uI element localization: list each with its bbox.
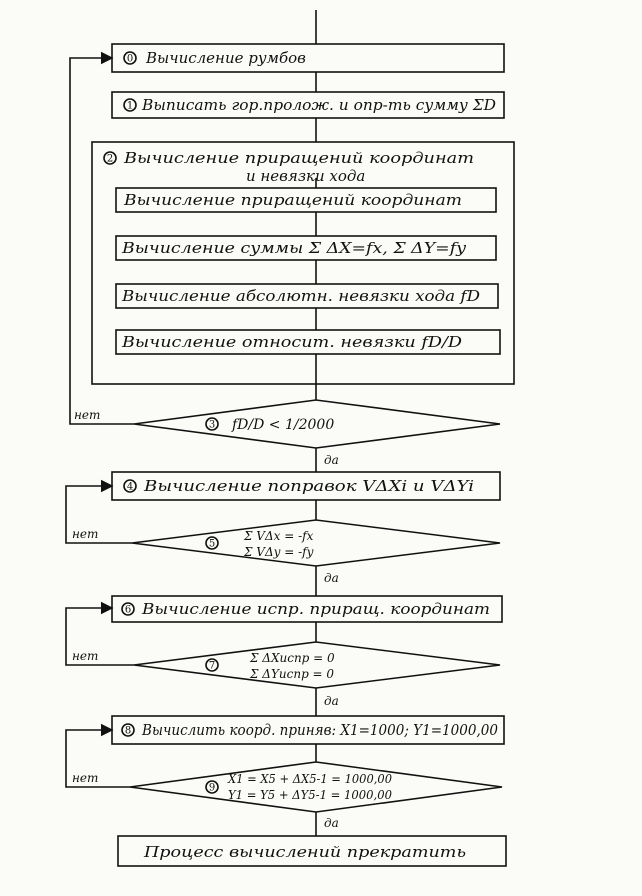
- label-yes-7: да: [324, 694, 339, 708]
- decision-9: [130, 762, 502, 812]
- block-8-label: Вычислить коорд. приняв: X1=1000; Y1=1000,00: [141, 721, 499, 739]
- sub-block-1-label: Вычисление приращений координат: [122, 191, 463, 209]
- block-2-title-line1: Вычисление приращений координат: [122, 149, 475, 167]
- decision-9-line2: Y1 = Y5 + ΔY5-1 = 1000,00: [228, 788, 393, 802]
- num-6: 6: [124, 604, 132, 616]
- num-7: 7: [208, 660, 216, 672]
- block-1-label: Выписать гор.пролож. и опр-ть сумму ΣD: [140, 96, 496, 114]
- label-yes-5: да: [324, 571, 339, 585]
- label-no-5: нет: [72, 527, 99, 541]
- decision-3-condition: fD/D < 1/2000: [232, 417, 335, 433]
- label-no-7: нет: [72, 649, 99, 663]
- block-2-title-line2: и невязки хода: [246, 167, 366, 185]
- num-4: 4: [126, 481, 134, 493]
- num-1: 1: [126, 100, 134, 112]
- decision-7-line1: Σ ΔXиспр = 0: [250, 651, 335, 665]
- block-4-label: Вычисление поправок VΔXi и VΔYi: [142, 477, 475, 495]
- decision-5-line1: Σ VΔx = -fx: [244, 529, 314, 543]
- block-0-label: Вычисление румбов: [146, 49, 306, 67]
- decision-5-line2: Σ VΔy = -fy: [244, 545, 314, 559]
- label-yes-9: да: [324, 816, 339, 830]
- label-no-3: нет: [74, 408, 101, 422]
- sub-block-4-label: Вычисление относит. невязки fD/D: [120, 333, 462, 351]
- num-8: 8: [124, 725, 132, 737]
- label-yes-3: да: [324, 453, 339, 467]
- decision-7-line2: Σ ΔYиспр = 0: [250, 667, 335, 681]
- label-no-9: нет: [72, 771, 99, 785]
- num-5: 5: [208, 538, 216, 550]
- num-3: 3: [208, 419, 216, 431]
- block-end-label: Процесс вычислений прекратить: [142, 843, 466, 861]
- num-9: 9: [208, 782, 216, 794]
- sub-block-3-label: Вычисление абсолютн. невязки хода fD: [120, 287, 481, 305]
- decision-5: [132, 520, 500, 566]
- block-6-label: Вычисление испр. приращ. координат: [140, 600, 490, 618]
- decision-7: [134, 642, 500, 688]
- sub-block-2-label: Вычисление суммы Σ ΔX=fx, Σ ΔY=fy: [120, 239, 467, 257]
- num-0: 0: [126, 53, 134, 65]
- decision-9-line1: X1 = X5 + ΔX5-1 = 1000,00: [227, 772, 393, 786]
- num-2: 2: [106, 153, 114, 165]
